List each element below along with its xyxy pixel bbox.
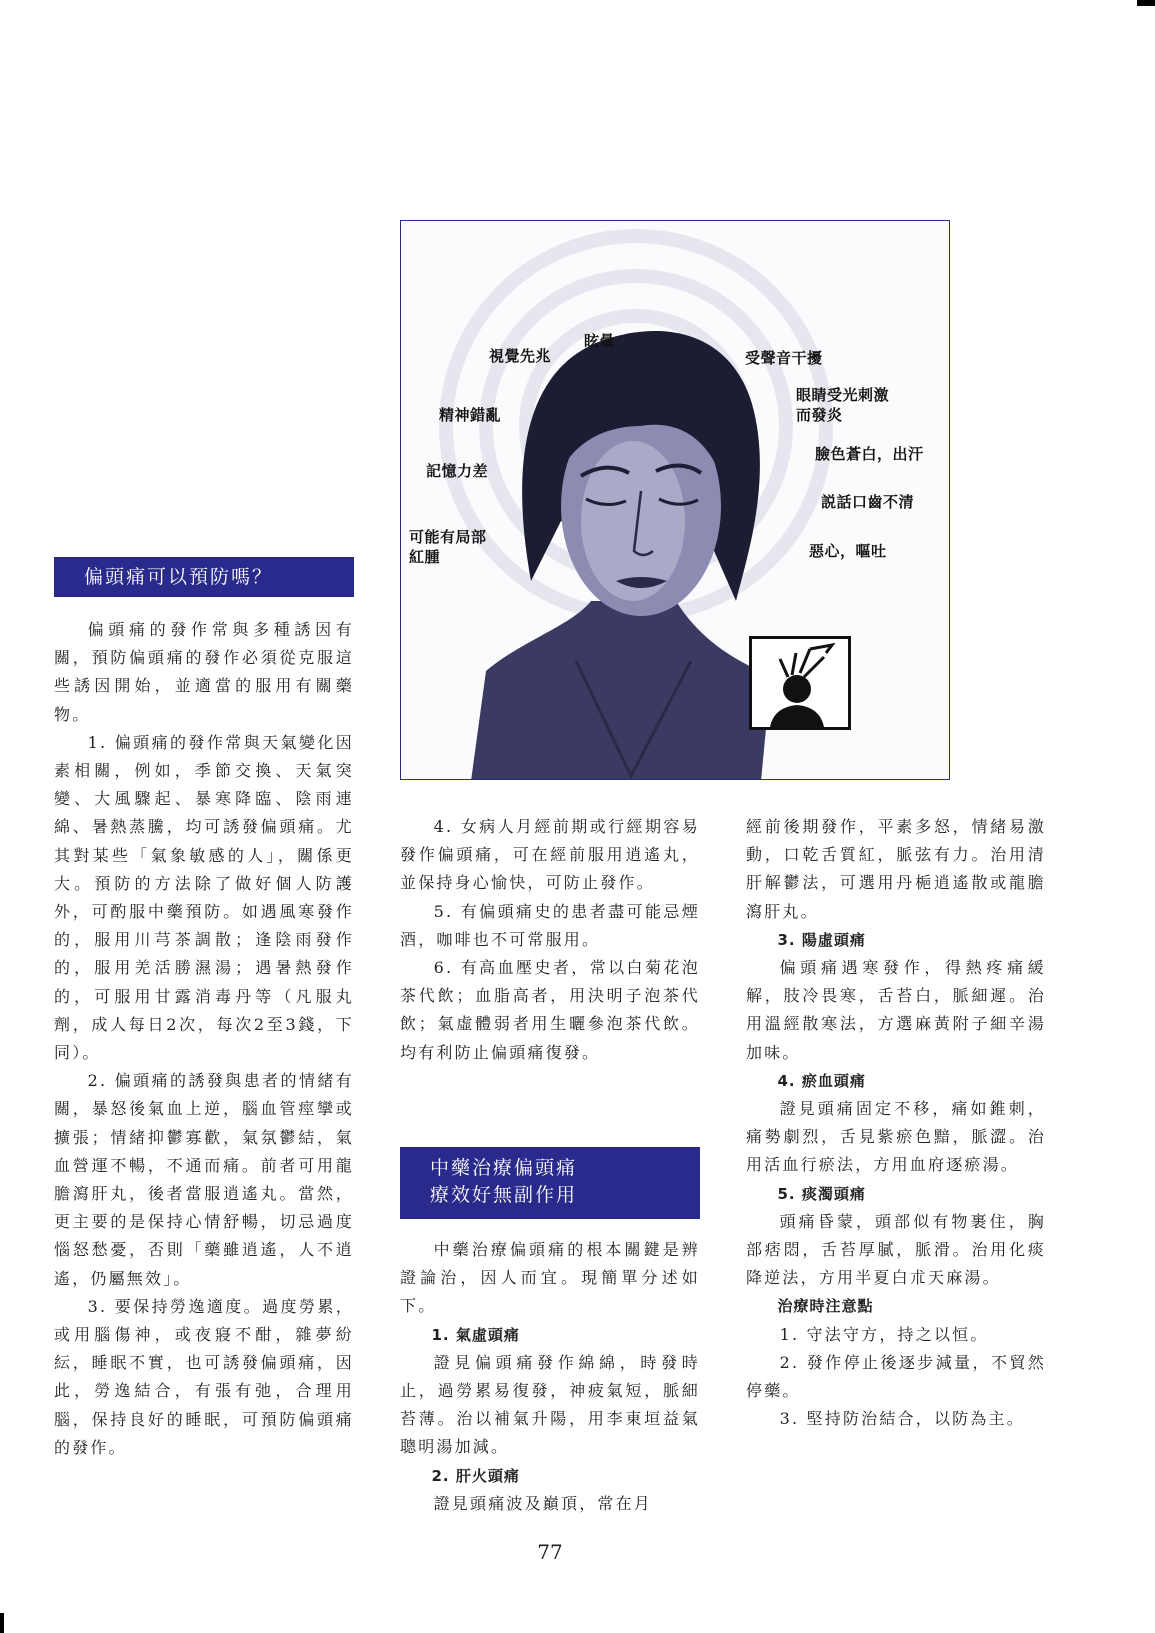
paragraph: 證見頭痛波及巔頂，常在月: [433, 1493, 652, 1513]
label-eye-light: 眼睛受光刺激 而發炎: [796, 386, 890, 424]
page-number: 77: [537, 1540, 563, 1564]
list-item: 3. 堅持防治結合，以防為主。: [779, 1409, 1025, 1429]
paragraph: 2. 偏頭痛的誘發與患者的情緒有關，暴怒後氣血上逆，腦血管痙攣或擴張；情緒抑鬱寡歡，氣氛鬱結，氣血營運不暢，不通而痛。前者可用龍膽瀉肝丸，後者當服逍遙丸。當然，更主要的是保持心情舒暢，切忌過度惱怒愁憂，否則「藥雖逍遙，人不逍遙，仍屬無效」。: [54, 1071, 354, 1288]
label-nausea: 惡心，嘔吐: [809, 542, 887, 560]
subheading: 4. 瘀血頭痛: [777, 1071, 866, 1090]
label-mental-confusion: 精神錯亂: [439, 406, 502, 424]
subheading: 1. 氣虛頭痛: [431, 1325, 520, 1344]
corner-mark-bottom-left: [0, 1613, 4, 1633]
column-2-lower: [400, 1236, 700, 1518]
label-visual-aura: 視覺先兆: [489, 347, 552, 365]
corner-mark-top-right: [1137, 0, 1155, 6]
column-3: [746, 813, 1046, 1433]
label-poor-memory: 記憶力差: [426, 462, 489, 480]
paragraph: 6. 有高血壓史者，常以白菊花泡茶代飲；血脂高者，用決明子泡茶代飲；氣虛體弱者用生曬參泡茶代飲。均有利防止偏頭痛復發。: [400, 958, 700, 1062]
paragraph: 4. 女病人月經前期或行經期容易發作偏頭痛，可在經前服用逍遙丸，並保持身心愉快，可防止發作。: [400, 817, 700, 893]
paragraph: 證見偏頭痛發作綿綿，時發時止，過勞累易復發，神疲氣短，脈細苔薄。治以補氣升陽，用李東垣益氣聰明湯加減。: [400, 1352, 700, 1457]
paragraph: 證見頭痛固定不移，痛如錐刺，痛勢劇烈，舌見紫瘀色黯，脈澀。治用活血行瘀法，方用血府逐瘀湯。: [746, 1099, 1046, 1175]
label-pale-sweat: 臉色蒼白，出汗: [815, 445, 924, 463]
paragraph: 經前後期發作，平素多怒，情緒易激動，口乾舌質紅，脈弦有力。治用清肝解鬱法，可選用丹梔逍遙散或龍膽瀉肝丸。: [746, 817, 1046, 921]
paragraph: 3. 要保持勞逸適度。過度勞累，或用腦傷神，或夜寢不酣，雜夢紛紜，睡眠不實，也可誘發偏頭痛，因此，勞逸結合，有張有弛，合理用腦，保持良好的睡眠，可預防偏頭痛的發作。: [54, 1296, 354, 1457]
paragraph: 偏頭痛的發作常與多種誘因有關，預防偏頭痛的發作必須從克服這些誘因開始，並適當的服用有關藥物。: [54, 620, 354, 724]
head-pain-inset: [749, 636, 851, 730]
paragraph: 中藥治療偏頭痛的根本關鍵是辨證論治，因人而宜。現簡單分述如下。: [400, 1240, 700, 1316]
label-sound-disturbance: 受聲音干擾: [745, 349, 823, 367]
subheading: 2. 肝火頭痛: [431, 1466, 520, 1485]
subheading: 3. 陽虛頭痛: [777, 930, 866, 949]
subheading: 5. 痰濁頭痛: [777, 1184, 866, 1203]
head-pain-icon: [752, 639, 848, 727]
list-item: 1. 守法守方，持之以恒。: [779, 1324, 989, 1344]
heading-can-migraine-be-prevented: 偏頭痛可以預防嗎？: [54, 557, 354, 597]
migraine-illustration: [400, 220, 950, 780]
paragraph: 偏頭痛遇寒發作，得熱疼痛緩解，肢冷畏寒，舌苔白，脈細遲。治用溫經散寒法，方選麻黃附子細辛湯加味。: [746, 958, 1046, 1062]
paragraph: 頭痛昏蒙，頭部似有物裹住，胸部痞悶，舌苔厚膩，脈滑。治用化痰降逆法，方用半夏白朮天麻湯。: [746, 1211, 1046, 1288]
label-dizziness: 眩暈: [584, 332, 616, 350]
subheading: 治療時注意點: [777, 1297, 874, 1316]
list-item: 2. 發作停止後逐步減量，不貿然停藥。: [746, 1352, 1046, 1401]
column-1: [54, 616, 354, 1462]
paragraph: 5. 有偏頭痛史的患者盡可能忌煙酒，咖啡也不可常服用。: [400, 901, 700, 949]
heading-tcm-treatment: 中藥治療偏頭痛 療效好無副作用: [400, 1147, 700, 1219]
label-local-swelling: 可能有局部 紅腫: [409, 528, 487, 566]
label-slurred-speech: 説話口齒不清: [821, 493, 915, 511]
column-2: [400, 813, 700, 1067]
paragraph: 1. 偏頭痛的發作常與天氣變化因素相關，例如，季節交換、天氣突變、大風驟起、暴寒降臨、陰雨連綿、暑熱蒸騰，均可誘發偏頭痛。尤其對某些「氣象敏感的人」，關係更大。預防的方法除了做好個人防護外，可酌服中藥預防。如遇風寒發作的，服用川芎茶調散；逢陰雨發作的，服用羌活勝濕湯；遇暑熱發作的，可服用甘露消毒丹等（凡服丸劑，成人每日2次，每次2至3錢，下同）。: [54, 732, 354, 1063]
